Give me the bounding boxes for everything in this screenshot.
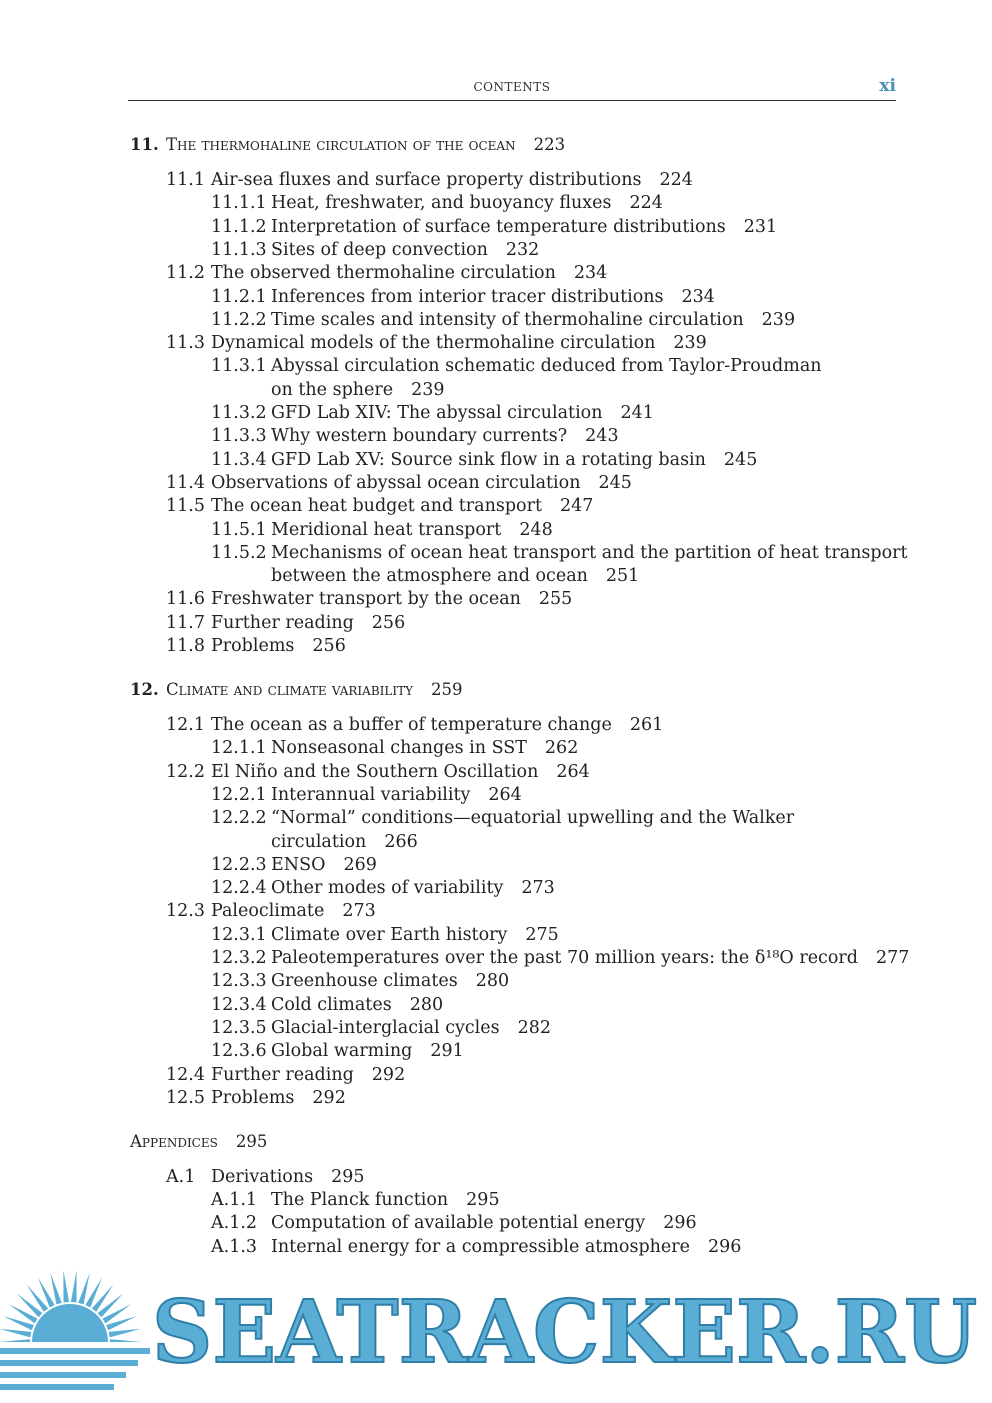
toc-number: 11.3.2 bbox=[211, 403, 267, 423]
toc-page-number: 251 bbox=[605, 566, 640, 587]
toc-continuation bbox=[271, 565, 639, 587]
toc-entry bbox=[211, 947, 909, 969]
toc-page-number: 269 bbox=[343, 854, 377, 875]
toc-page-number: 292 bbox=[371, 1064, 406, 1085]
toc-title: Air-sea fluxes and surface property distributions bbox=[211, 170, 642, 190]
toc-entry bbox=[166, 169, 693, 191]
toc-number: A.1.1 bbox=[211, 1190, 258, 1211]
header-page-number: xi bbox=[879, 76, 896, 96]
toc-number: 11.4 bbox=[166, 472, 205, 493]
toc-entry bbox=[211, 924, 559, 946]
toc-number: 11.8 bbox=[166, 636, 205, 656]
toc-number: 12.3.1 bbox=[211, 924, 267, 945]
toc-page-number: 275 bbox=[525, 924, 559, 945]
header-title: CONTENTS bbox=[473, 80, 551, 94]
toc-page-number: 277 bbox=[875, 948, 910, 968]
toc-number: 11.3 bbox=[166, 333, 205, 354]
toc-page-number: 234 bbox=[573, 263, 608, 284]
toc-entry bbox=[211, 807, 794, 829]
toc-number: 11.2.2 bbox=[211, 309, 267, 330]
toc-title: The ocean as a buffer of temperature change bbox=[211, 715, 612, 735]
toc-page-number: 262 bbox=[544, 738, 579, 759]
toc-title: The Planck function bbox=[271, 1190, 449, 1211]
toc-number: 11.3.1 bbox=[211, 356, 267, 377]
watermark-text: SEATRACKER.RU bbox=[152, 1282, 977, 1383]
toc-number: 11.2.1 bbox=[211, 286, 267, 307]
toc-entry bbox=[166, 635, 346, 657]
toc-title: The observed thermohaline circulation bbox=[211, 263, 556, 284]
toc-number: 12.2 bbox=[166, 761, 205, 782]
toc-number: 12.3.6 bbox=[211, 1041, 267, 1062]
toc-number: A.1.3 bbox=[211, 1236, 258, 1257]
toc-number: 11.6 bbox=[166, 589, 205, 610]
toc-entry bbox=[211, 355, 822, 377]
toc-page-number: 231 bbox=[743, 216, 778, 237]
toc-entry bbox=[211, 994, 443, 1016]
toc-title: ENSO bbox=[271, 854, 326, 875]
toc-title: Why western boundary currents? bbox=[271, 426, 568, 447]
toc-page-number: 259 bbox=[431, 680, 463, 699]
toc-page-number: 264 bbox=[488, 784, 522, 805]
toc-entry bbox=[166, 262, 607, 284]
toc-title: Problems bbox=[211, 636, 295, 656]
toc-title: Other modes of variability bbox=[271, 878, 504, 899]
toc-title: Global warming bbox=[271, 1041, 413, 1062]
toc-continuation bbox=[271, 379, 445, 401]
toc-title: Climate and climate variability bbox=[166, 680, 414, 699]
toc-entry bbox=[211, 216, 777, 238]
toc-title: Further reading bbox=[211, 1064, 354, 1085]
toc-number: 12.3.3 bbox=[211, 971, 267, 992]
toc-page-number: 223 bbox=[533, 135, 566, 154]
toc-entry bbox=[166, 761, 590, 783]
toc-page-number: 232 bbox=[505, 239, 540, 260]
toc-entry bbox=[166, 1087, 346, 1109]
toc-title: “Normal” conditions—equatorial upwelling and the Walker bbox=[271, 808, 795, 829]
toc-number: 12.3.4 bbox=[211, 994, 267, 1015]
toc-title: GFD Lab XV: Source sink flow in a rotating basin bbox=[271, 449, 706, 470]
toc-entry bbox=[211, 425, 619, 447]
toc-entry bbox=[211, 1017, 551, 1039]
toc-title: Observations of abyssal ocean circulation bbox=[211, 472, 581, 493]
toc-page-number: 247 bbox=[560, 496, 594, 517]
toc-number: 12.1.1 bbox=[211, 738, 267, 759]
toc-page-number: 234 bbox=[681, 286, 715, 307]
toc-number: 11.1.3 bbox=[211, 239, 267, 260]
toc-entry bbox=[211, 1189, 500, 1211]
toc-number: 11.5 bbox=[166, 496, 205, 517]
toc-page-number: 241 bbox=[620, 403, 654, 423]
toc-title: Derivations bbox=[211, 1166, 314, 1187]
toc-title: Freshwater transport by the ocean bbox=[211, 589, 521, 610]
toc-title: GFD Lab XIV: The abyssal circulation bbox=[271, 403, 603, 423]
toc-page-number: 239 bbox=[673, 333, 707, 354]
toc-page-number: 239 bbox=[411, 379, 445, 400]
toc-entry bbox=[166, 472, 632, 494]
toc-page-number: 245 bbox=[598, 472, 632, 493]
toc-page-number: 292 bbox=[312, 1087, 346, 1108]
toc-title: Mechanisms of ocean heat transport and the partition of heat transport bbox=[271, 542, 908, 563]
toc-title: Computation of available potential energy bbox=[271, 1213, 646, 1234]
toc-title: The thermohaline circulation of the ocean bbox=[166, 135, 516, 154]
toc-entry bbox=[211, 519, 553, 541]
toc-title: Greenhouse climates bbox=[271, 971, 458, 992]
toc-title: Further reading bbox=[211, 612, 354, 633]
toc-number: A.1 bbox=[166, 1166, 196, 1187]
toc-entry bbox=[166, 612, 405, 634]
toc-page-number: 248 bbox=[519, 519, 553, 540]
toc-page-number: 266 bbox=[384, 831, 418, 852]
toc-number: 12.2.2 bbox=[211, 808, 267, 829]
toc-number: 11.3.4 bbox=[211, 449, 267, 470]
toc-number: 11.3.3 bbox=[211, 426, 267, 447]
toc-entry bbox=[166, 900, 376, 922]
toc-chapter bbox=[130, 134, 565, 156]
toc-page-number: 273 bbox=[521, 878, 555, 899]
toc-entry bbox=[211, 286, 715, 308]
toc-number: 12.3.5 bbox=[211, 1017, 267, 1038]
toc-page-number: 256 bbox=[371, 612, 406, 633]
toc-page-number: 261 bbox=[629, 715, 664, 735]
toc-entry bbox=[211, 1040, 464, 1062]
watermark-logo bbox=[0, 1262, 992, 1403]
toc-title: The ocean heat budget and transport bbox=[211, 496, 542, 517]
toc-title: on the sphere bbox=[271, 379, 394, 400]
toc-title: Paleoclimate bbox=[211, 901, 325, 922]
toc-number: 12.2.3 bbox=[211, 854, 267, 875]
toc-page-number: 224 bbox=[629, 193, 663, 214]
toc-number: 11.5.2 bbox=[211, 542, 267, 563]
toc-page-number: 296 bbox=[708, 1236, 742, 1257]
toc-entry bbox=[211, 970, 509, 992]
toc-title: Sites of deep convection bbox=[271, 239, 488, 260]
toc-page-number: 264 bbox=[556, 761, 590, 782]
toc-title: circulation bbox=[271, 831, 367, 852]
toc-title: Nonseasonal changes in SST bbox=[271, 738, 527, 759]
toc-page-number: 280 bbox=[409, 994, 444, 1015]
toc-number: 12.3.2 bbox=[211, 948, 267, 968]
toc-title: El Niño and the Southern Oscillation bbox=[211, 761, 539, 782]
toc-number: 12.3 bbox=[166, 901, 205, 922]
toc-entry bbox=[211, 542, 908, 564]
toc-number: 11.1.2 bbox=[211, 216, 267, 237]
toc-title: Appendices bbox=[130, 1131, 218, 1151]
toc-title: Paleotemperatures over the past 70 million years: the δ¹⁸O record bbox=[271, 948, 858, 968]
toc-entry bbox=[211, 309, 795, 331]
toc-entry bbox=[166, 714, 663, 736]
toc-page-number: 295 bbox=[331, 1166, 365, 1187]
toc-title: Interpretation of surface temperature distributions bbox=[271, 216, 726, 237]
toc-chapter bbox=[130, 679, 463, 701]
toc-page-number: 282 bbox=[517, 1017, 552, 1038]
toc-entry bbox=[211, 784, 522, 806]
toc-entry bbox=[211, 1212, 697, 1234]
toc-title: Glacial-interglacial cycles bbox=[271, 1017, 500, 1038]
toc-page-number: 239 bbox=[761, 309, 796, 330]
toc-page-number: 291 bbox=[430, 1041, 464, 1062]
toc-entry bbox=[211, 877, 555, 899]
toc-title: Internal energy for a compressible atmosphere bbox=[271, 1236, 691, 1257]
toc-entry bbox=[211, 854, 377, 876]
toc-entry bbox=[211, 449, 757, 471]
toc-entry bbox=[211, 239, 539, 261]
toc-title: Interannual variability bbox=[271, 784, 471, 805]
toc-entry bbox=[211, 192, 663, 214]
toc-title: Climate over Earth history bbox=[271, 924, 508, 945]
toc-page-number: 280 bbox=[475, 971, 510, 992]
toc-entry bbox=[211, 1236, 741, 1258]
toc-number: 12.1 bbox=[166, 715, 205, 735]
toc-number: 11.2 bbox=[166, 263, 205, 284]
toc-entry bbox=[166, 495, 593, 517]
toc-page-number: 256 bbox=[312, 636, 346, 656]
toc-chapter bbox=[130, 1131, 267, 1153]
toc-title: Inferences from interior tracer distributions bbox=[271, 286, 664, 307]
toc-number: 11. bbox=[130, 135, 159, 154]
sun-icon bbox=[0, 1270, 150, 1390]
running-header bbox=[128, 78, 896, 101]
toc-page-number: 245 bbox=[723, 449, 758, 470]
toc-title: between the atmosphere and ocean bbox=[271, 566, 588, 587]
toc-number: 11.5.1 bbox=[211, 519, 267, 540]
toc-number: 12.5 bbox=[166, 1087, 205, 1108]
toc-number: 11.1 bbox=[166, 170, 205, 190]
toc-title: Heat, freshwater, and buoyancy fluxes bbox=[271, 193, 612, 214]
toc-page-number: 243 bbox=[585, 426, 619, 447]
toc-entry bbox=[166, 1166, 365, 1188]
toc-number: 11.1.1 bbox=[211, 193, 267, 214]
toc-title: Abyssal circulation schematic deduced from Taylor-Proudman bbox=[271, 356, 822, 377]
toc-entry bbox=[211, 737, 578, 759]
toc-title: Problems bbox=[211, 1087, 295, 1108]
toc-continuation bbox=[271, 831, 418, 853]
toc-number: 12.4 bbox=[166, 1064, 205, 1085]
toc-page-number: 255 bbox=[538, 589, 573, 610]
toc-page-number: 296 bbox=[663, 1213, 697, 1234]
toc-title: Time scales and intensity of thermohaline circulation bbox=[271, 309, 744, 330]
toc-entry bbox=[166, 588, 572, 610]
toc-title: Cold climates bbox=[271, 994, 392, 1015]
toc-page-number: 295 bbox=[466, 1190, 500, 1211]
toc-page-number: 295 bbox=[235, 1131, 268, 1151]
toc-number: 11.7 bbox=[166, 612, 205, 633]
toc-title: Dynamical models of the thermohaline circulation bbox=[211, 333, 656, 354]
toc-entry bbox=[166, 332, 707, 354]
toc-entry bbox=[166, 1064, 405, 1086]
toc-entry bbox=[211, 402, 654, 424]
toc-title: Meridional heat transport bbox=[271, 519, 502, 540]
toc-number: 12. bbox=[130, 680, 159, 699]
toc-number: 12.2.4 bbox=[211, 878, 267, 899]
toc-number: A.1.2 bbox=[211, 1213, 258, 1234]
toc-page-number: 224 bbox=[659, 170, 693, 190]
toc-number: 12.2.1 bbox=[211, 784, 267, 805]
toc-page-number: 273 bbox=[342, 901, 376, 922]
